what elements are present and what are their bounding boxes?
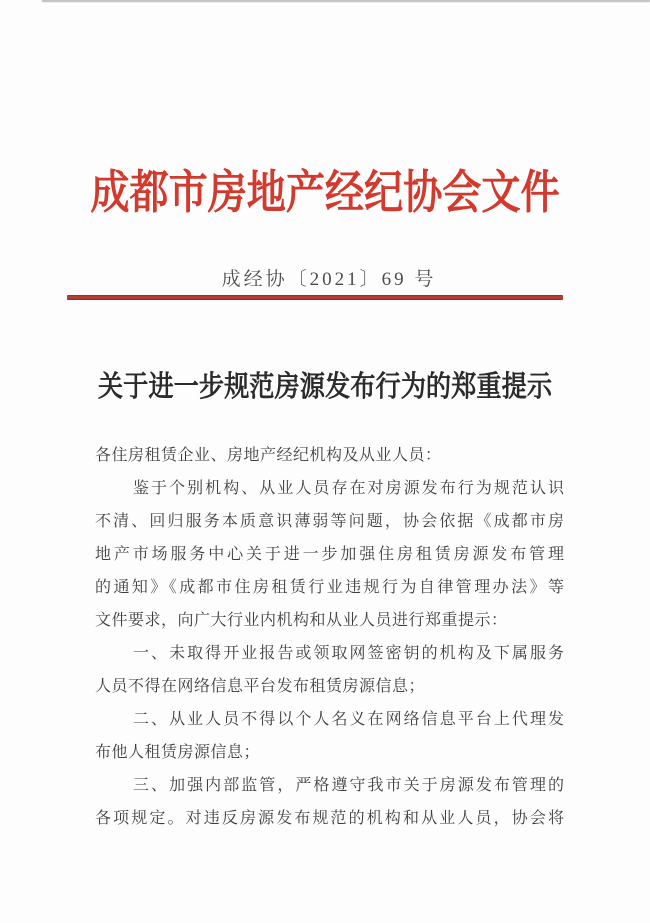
body-line: 地产市场服务中心关于进一步加强住房租赁房源发布管理 — [95, 546, 564, 563]
doc-number: 成经协〔2021〕69 号 — [221, 269, 437, 290]
body-line: 鉴于个别机构、从业人员存在对房源发布行为规范认识 — [133, 480, 564, 497]
body-line: 不清、回归服务本质意识薄弱等问题，协会依据《成都市房 — [95, 513, 564, 530]
body-line: 人员不得在网络信息平台发布租赁房源信息； — [95, 678, 426, 695]
body-line-item-1: 一、未取得开业报告或领取网签密钥的机构及下属服务 — [133, 645, 564, 662]
letterhead-title — [0, 164, 650, 222]
document-body — [95, 439, 564, 835]
letterhead-title-text: 成都市房地产经纪协会文件 — [90, 167, 560, 218]
body-line: 文件要求，向广大行业内机构和从业人员进行郑重提示： — [95, 612, 508, 629]
body-line: 布他人租赁房源信息； — [95, 744, 261, 761]
body-line-item-3: 三、加强内部监管，严格遵守我市关于房源发布管理的 — [133, 777, 564, 794]
scan-edge-artifact — [42, 0, 650, 2]
body-line-salutation: 各住房租赁企业、房地产经纪机构及从业人员： — [95, 447, 442, 464]
body-line: 的通知》《成都市住房租赁行业违规行为自律管理办法》等 — [95, 579, 564, 596]
red-divider — [67, 295, 563, 300]
document-title-text: 关于进一步规范房源发布行为的郑重提示 — [97, 371, 553, 403]
body-line-item-2: 二、从业人员不得以个人名义在网络信息平台上代理发 — [133, 711, 564, 728]
body-line: 各项规定。对违反房源发布规范的机构和从业人员，协会将 — [95, 810, 564, 827]
document-title — [0, 366, 650, 408]
